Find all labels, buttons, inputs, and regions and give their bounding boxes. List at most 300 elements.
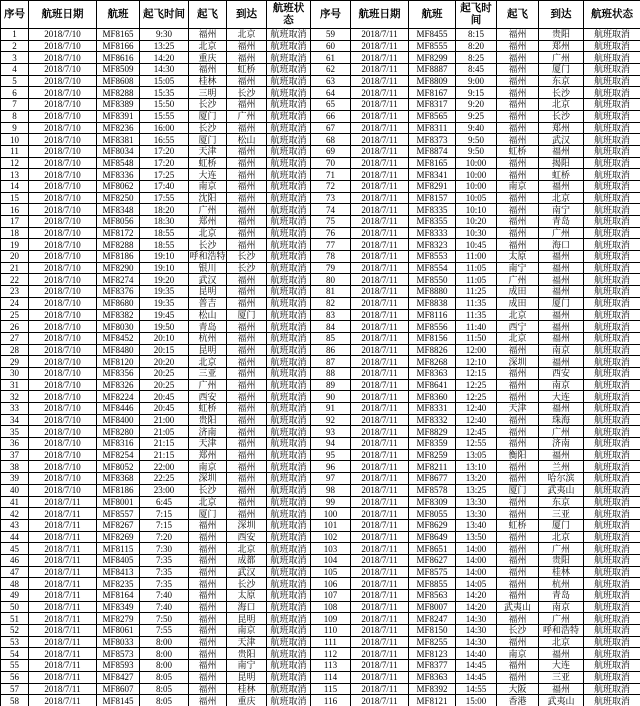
flight-number-cell: MF8616 [97,52,140,64]
flight-number-cell: MF8480 [97,344,140,356]
flight-status-cell: 航班取消 [267,636,311,648]
flight-status-cell: 航班取消 [267,40,311,52]
flight-status-cell: 航班取消 [584,274,640,286]
origin-cell: 福州 [497,508,539,520]
flight-date-cell: 2018/7/11 [351,309,409,321]
flight-status-cell: 航班取消 [584,52,640,64]
flight-number-cell: MF8165 [409,157,456,169]
flight-date-cell: 2018/7/10 [29,356,97,368]
departure-time-cell: 18:55 [140,239,189,251]
origin-cell: 深圳 [189,473,227,485]
flight-date-cell: 2018/7/11 [351,344,409,356]
flight-status-cell: 航班取消 [584,449,640,461]
origin-cell: 武夷山 [497,601,539,613]
flight-number-cell: MF8120 [97,356,140,368]
flight-date-cell: 2018/7/11 [351,660,409,672]
table-header [1,1,640,29]
table-row [1,239,640,251]
flight-date-cell: 2018/7/10 [29,297,97,309]
flight-number-cell: MF8235 [97,578,140,590]
row-number-cell: 44 [1,531,29,543]
row-number-cell: 22 [1,274,29,286]
flight-date-cell: 2018/7/11 [351,519,409,531]
origin-cell: 香港 [497,695,539,706]
flight-status-cell: 航班取消 [584,403,640,415]
flight-date-cell: 2018/7/11 [29,543,97,555]
row-number-cell: 63 [311,75,351,87]
row-number-cell: 61 [311,52,351,64]
flight-status-cell: 航班取消 [267,122,311,134]
destination-cell: 福州 [227,216,267,228]
flight-date-cell: 2018/7/11 [29,531,97,543]
destination-cell: 郑州 [539,40,584,52]
flight-status-cell: 航班取消 [584,262,640,274]
row-number-cell: 113 [311,660,351,672]
row-number-cell: 8 [1,110,29,122]
flight-number-cell: MF8349 [97,601,140,613]
flight-status-cell: 航班取消 [584,683,640,695]
destination-cell: 北京 [539,192,584,204]
row-number-cell: 52 [1,625,29,637]
flight-date-cell: 2018/7/11 [351,286,409,298]
destination-cell: 福州 [539,180,584,192]
destination-cell: 呼和浩特 [539,625,584,637]
flight-status-cell: 航班取消 [584,332,640,344]
destination-cell: 北京 [539,99,584,111]
flight-status-cell: 航班取消 [267,391,311,403]
row-number-cell: 74 [311,204,351,216]
table-row [1,683,640,695]
origin-cell: 福州 [497,660,539,672]
origin-cell: 沈阳 [189,192,227,204]
row-number-cell: 78 [311,251,351,263]
row-number-cell: 54 [1,648,29,660]
flight-date-cell: 2018/7/11 [351,251,409,263]
departure-time-cell: 14:00 [456,543,497,555]
flight-status-cell: 航班取消 [584,414,640,426]
flight-number-cell: MF8578 [409,484,456,496]
row-number-cell: 105 [311,566,351,578]
departure-time-cell: 14:20 [456,590,497,602]
departure-time-cell: 9:30 [140,29,189,41]
departure-time-cell: 19:35 [140,297,189,309]
flight-number-cell: MF8651 [409,543,456,555]
row-number-cell: 12 [1,157,29,169]
flight-date-cell: 2018/7/11 [29,554,97,566]
departure-time-cell: 13:05 [456,449,497,461]
origin-cell: 深圳 [497,356,539,368]
flight-number-cell: MF8641 [409,379,456,391]
origin-cell: 福州 [189,648,227,660]
row-number-cell: 82 [311,297,351,309]
flight-number-cell: MF8030 [97,321,140,333]
destination-cell: 贵阳 [539,29,584,41]
table-row [1,367,640,379]
flight-date-cell: 2018/7/10 [29,157,97,169]
flight-status-cell: 航班取消 [267,75,311,87]
destination-cell: 福州 [227,145,267,157]
table-row [1,274,640,286]
origin-cell: 昆明 [189,344,227,356]
departure-time-cell: 7:35 [140,554,189,566]
departure-time-cell: 11:05 [456,274,497,286]
flight-status-cell: 航班取消 [267,52,311,64]
destination-cell: 广州 [539,613,584,625]
origin-cell: 福州 [497,134,539,146]
origin-cell: 广州 [189,379,227,391]
table-row [1,64,640,76]
flight-date-cell: 2018/7/11 [351,297,409,309]
destination-cell: 福州 [227,379,267,391]
origin-cell: 长沙 [189,484,227,496]
origin-cell: 北京 [189,40,227,52]
destination-cell: 福州 [227,508,267,520]
origin-cell: 福州 [189,554,227,566]
flight-status-cell: 航班取消 [267,321,311,333]
row-number-cell: 86 [311,344,351,356]
destination-cell: 长沙 [227,262,267,274]
flight-date-cell: 2018/7/11 [29,566,97,578]
destination-cell: 南京 [539,344,584,356]
row-number-cell: 83 [311,309,351,321]
flight-number-cell: MF8123 [409,648,456,660]
table-row [1,438,640,450]
table-row [1,484,640,496]
flight-number-cell: MF8317 [409,99,456,111]
row-number-cell: 72 [311,180,351,192]
origin-cell: 北京 [497,309,539,321]
table-row [1,169,640,181]
flight-number-cell: MF8389 [97,99,140,111]
table-row [1,508,640,520]
flight-date-cell: 2018/7/11 [351,87,409,99]
departure-time-cell: 7:40 [140,601,189,613]
row-number-cell: 107 [311,590,351,602]
departure-time-cell: 10:00 [456,157,497,169]
row-number-cell: 9 [1,122,29,134]
row-number-cell: 73 [311,192,351,204]
flight-number-cell: MF8405 [97,554,140,566]
origin-cell: 太原 [497,251,539,263]
flight-number-cell: MF8381 [97,134,140,146]
row-number-cell: 77 [311,239,351,251]
row-number-cell: 104 [311,554,351,566]
row-number-cell: 108 [311,601,351,613]
row-number-cell: 97 [311,473,351,485]
table-row [1,29,640,41]
row-number-cell: 87 [311,356,351,368]
departure-time-cell: 11:40 [456,321,497,333]
row-number-cell: 75 [311,216,351,228]
origin-cell: 西安 [189,391,227,403]
departure-time-cell: 7:55 [140,625,189,637]
flight-status-cell: 航班取消 [584,227,640,239]
flight-number-cell: MF8608 [97,75,140,87]
row-number-cell: 36 [1,438,29,450]
table-row [1,216,640,228]
table-row [1,332,640,344]
table-row [1,414,640,426]
flight-number-cell: MF8331 [409,403,456,415]
table-row [1,286,640,298]
flight-number-cell: MF8156 [409,332,456,344]
flight-number-cell: MF8254 [97,449,140,461]
row-number-cell: 66 [311,110,351,122]
table-row [1,601,640,613]
origin-cell: 福州 [189,566,227,578]
departure-time-cell: 9:50 [456,134,497,146]
row-number-cell: 90 [311,391,351,403]
destination-cell: 福州 [227,204,267,216]
departure-time-cell: 20:25 [140,367,189,379]
flight-number-cell: MF8250 [97,192,140,204]
header-departure-time-right: 起飞时间 [456,1,497,29]
departure-time-cell: 11:35 [456,309,497,321]
departure-time-cell: 13:30 [456,496,497,508]
flight-status-cell: 航班取消 [584,251,640,263]
departure-time-cell: 13:25 [456,484,497,496]
origin-cell: 福州 [497,239,539,251]
header-row-number-left: 序号 [1,1,29,29]
departure-time-cell: 10:30 [456,227,497,239]
flight-number-cell: MF8376 [97,286,140,298]
table-row [1,309,640,321]
flight-status-cell: 航班取消 [584,192,640,204]
destination-cell: 武夷山 [539,484,584,496]
departure-time-cell: 9:20 [456,99,497,111]
flight-number-cell: MF8455 [409,29,456,41]
flight-date-cell: 2018/7/11 [351,636,409,648]
destination-cell: 广州 [539,543,584,555]
destination-cell: 福州 [539,309,584,321]
row-number-cell: 40 [1,484,29,496]
departure-time-cell: 11:25 [456,286,497,298]
header-flight-status-left: 航班状态 [267,1,311,29]
origin-cell: 福州 [497,543,539,555]
flight-status-cell: 航班取消 [584,660,640,672]
destination-cell: 海口 [227,601,267,613]
flight-status-cell: 航班取消 [584,484,640,496]
origin-cell: 厦门 [189,508,227,520]
flight-status-cell: 航班取消 [584,75,640,87]
origin-cell: 虹桥 [189,403,227,415]
row-number-cell: 109 [311,613,351,625]
destination-cell: 北京 [539,636,584,648]
row-number-cell: 33 [1,403,29,415]
departure-time-cell: 19:10 [140,251,189,263]
flight-status-cell: 航班取消 [267,484,311,496]
flight-date-cell: 2018/7/10 [29,286,97,298]
flight-status-cell: 航班取消 [584,239,640,251]
departure-time-cell: 19:45 [140,309,189,321]
origin-cell: 福州 [497,473,539,485]
destination-cell: 厦门 [539,519,584,531]
flight-number-cell: MF8565 [409,110,456,122]
destination-cell: 南京 [539,601,584,613]
row-number-cell: 50 [1,601,29,613]
departure-time-cell: 8:00 [140,636,189,648]
row-number-cell: 58 [1,695,29,706]
header-row [1,1,640,29]
flight-number-cell: MF8288 [97,87,140,99]
destination-cell: 天津 [227,636,267,648]
flight-date-cell: 2018/7/10 [29,75,97,87]
flight-number-cell: MF8055 [409,508,456,520]
flight-status-cell: 航班取消 [267,403,311,415]
departure-time-cell: 18:55 [140,227,189,239]
flight-number-cell: MF8452 [97,332,140,344]
flight-status-cell: 航班取消 [584,519,640,531]
row-number-cell: 98 [311,484,351,496]
destination-cell: 福州 [227,426,267,438]
destination-cell: 郑州 [539,122,584,134]
flight-status-cell: 航班取消 [267,531,311,543]
row-number-cell: 94 [311,438,351,450]
departure-time-cell: 7:40 [140,590,189,602]
origin-cell: 福州 [189,519,227,531]
departure-time-cell: 23:00 [140,484,189,496]
table-body [1,29,640,706]
row-number-cell: 24 [1,297,29,309]
flight-status-cell: 航班取消 [267,625,311,637]
departure-time-cell: 19:10 [140,262,189,274]
row-number-cell: 14 [1,180,29,192]
origin-cell: 长沙 [189,239,227,251]
flight-date-cell: 2018/7/10 [29,391,97,403]
row-number-cell: 59 [311,29,351,41]
destination-cell: 厦门 [539,64,584,76]
flight-number-cell: MF8575 [409,566,456,578]
header-origin-left: 起飞 [189,1,227,29]
flight-number-cell: MF8259 [409,449,456,461]
flight-date-cell: 2018/7/10 [29,239,97,251]
row-number-cell: 3 [1,52,29,64]
departure-time-cell: 19:35 [140,286,189,298]
row-number-cell: 93 [311,426,351,438]
destination-cell: 广州 [227,110,267,122]
flight-number-cell: MF8829 [409,426,456,438]
row-number-cell: 114 [311,671,351,683]
origin-cell: 大阪 [497,683,539,695]
departure-time-cell: 7:30 [140,543,189,555]
row-number-cell: 53 [1,636,29,648]
flight-status-cell: 航班取消 [584,204,640,216]
flight-date-cell: 2018/7/10 [29,251,97,263]
header-flight-status-right: 航班状态 [584,1,640,29]
departure-time-cell: 14:30 [456,625,497,637]
flight-date-cell: 2018/7/11 [351,262,409,274]
destination-cell: 长沙 [227,578,267,590]
flight-status-cell: 航班取消 [267,286,311,298]
departure-time-cell: 12:40 [456,403,497,415]
destination-cell: 福州 [539,403,584,415]
row-number-cell: 19 [1,239,29,251]
departure-time-cell: 17:40 [140,180,189,192]
flight-status-cell: 航班取消 [267,414,311,426]
row-number-cell: 29 [1,356,29,368]
flight-number-cell: MF8557 [97,508,140,520]
flight-number-cell: MF8186 [97,484,140,496]
flight-number-cell: MF8368 [97,473,140,485]
flight-number-cell: MF8116 [409,309,456,321]
destination-cell: 贵阳 [227,648,267,660]
flight-number-cell: MF8033 [97,636,140,648]
flight-status-cell: 航班取消 [267,180,311,192]
origin-cell: 大连 [189,169,227,181]
departure-time-cell: 13:50 [456,531,497,543]
departure-time-cell: 8:05 [140,695,189,706]
destination-cell: 福州 [227,473,267,485]
table-row [1,449,640,461]
departure-time-cell: 15:50 [140,99,189,111]
flight-status-cell: 航班取消 [267,239,311,251]
destination-cell: 福州 [539,332,584,344]
destination-cell: 福州 [227,414,267,426]
header-origin-right: 起飞 [497,1,539,29]
flight-date-cell: 2018/7/11 [29,601,97,613]
origin-cell: 福州 [189,613,227,625]
flight-status-cell: 航班取消 [584,40,640,52]
origin-cell: 福州 [497,379,539,391]
flight-status-cell: 航班取消 [267,438,311,450]
table-row [1,297,640,309]
destination-cell: 济南 [539,438,584,450]
flight-date-cell: 2018/7/11 [351,379,409,391]
flight-date-cell: 2018/7/10 [29,204,97,216]
departure-time-cell: 10:20 [456,216,497,228]
destination-cell: 三亚 [539,508,584,520]
destination-cell: 广州 [539,426,584,438]
departure-time-cell: 12:00 [456,344,497,356]
origin-cell: 桂林 [189,75,227,87]
origin-cell: 银川 [189,262,227,274]
destination-cell: 福州 [227,99,267,111]
flight-status-cell: 航班取消 [267,356,311,368]
departure-time-cell: 10:45 [456,239,497,251]
flight-number-cell: MF8255 [409,636,456,648]
destination-cell: 福州 [227,239,267,251]
flight-number-cell: MF8145 [97,695,140,706]
destination-cell: 福州 [227,75,267,87]
flight-date-cell: 2018/7/10 [29,110,97,122]
flight-status-cell: 航班取消 [584,157,640,169]
row-number-cell: 43 [1,519,29,531]
row-number-cell: 70 [311,157,351,169]
flight-number-cell: MF8336 [97,169,140,181]
flight-date-cell: 2018/7/11 [351,414,409,426]
departure-time-cell: 20:45 [140,403,189,415]
flight-date-cell: 2018/7/11 [351,613,409,625]
flight-status-cell: 航班取消 [267,262,311,274]
destination-cell: 福州 [539,251,584,263]
destination-cell: 长沙 [539,110,584,122]
flight-status-cell: 航班取消 [584,438,640,450]
flight-date-cell: 2018/7/10 [29,145,97,157]
origin-cell: 三亚 [189,367,227,379]
flight-number-cell: MF8279 [97,613,140,625]
origin-cell: 福州 [189,531,227,543]
flight-number-cell: MF8115 [97,543,140,555]
row-number-cell: 79 [311,262,351,274]
flight-status-cell: 航班取消 [267,519,311,531]
flight-date-cell: 2018/7/11 [29,519,97,531]
origin-cell: 昆明 [189,286,227,298]
departure-time-cell: 7:35 [140,566,189,578]
departure-time-cell: 13:30 [456,508,497,520]
header-flight-date-right: 航班日期 [351,1,409,29]
header-destination-right: 到达 [539,1,584,29]
destination-cell: 青岛 [539,216,584,228]
